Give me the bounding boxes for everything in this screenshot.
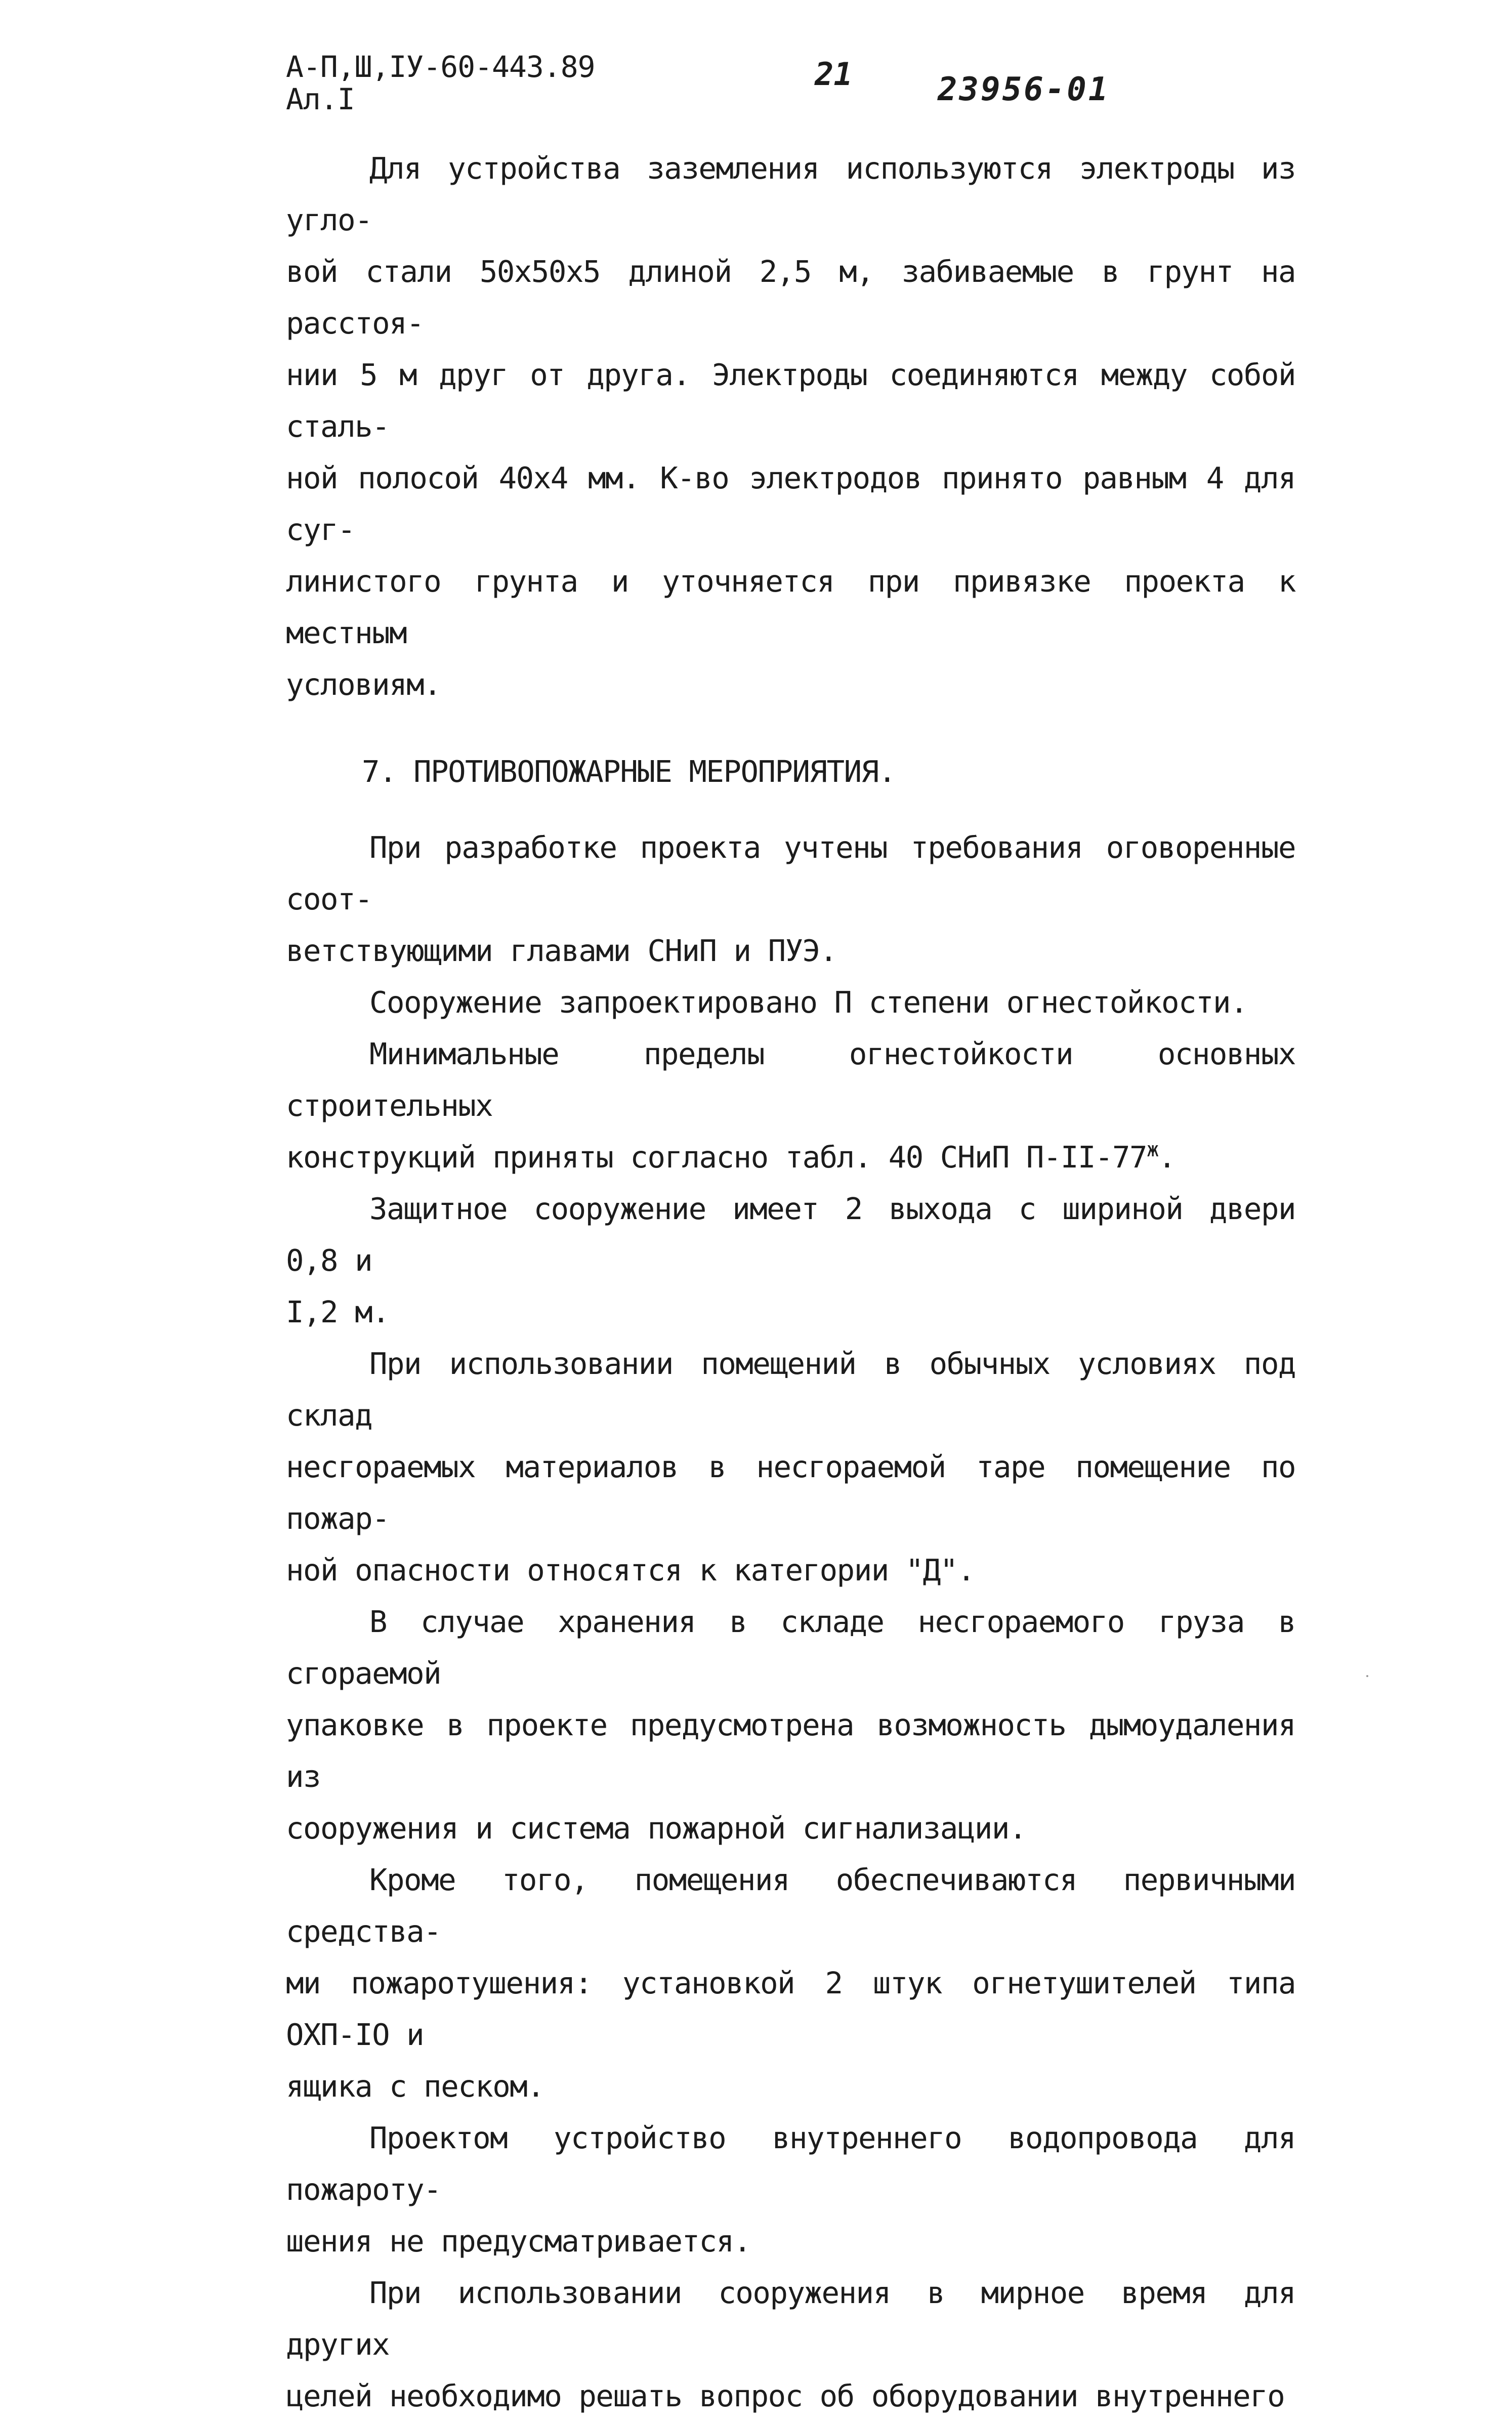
document-code-line1: А-П,Ш,IУ-60-443.89 (286, 50, 595, 84)
fire-resistance-limits-text: Минимальные пределы огнестойкости основных строительных конструкций приняты согласно табл. 40 СНиП П-II-77 (286, 1036, 1295, 1175)
section-heading-fire-safety: 7. ПРОТИВОПОЖАРНЫЕ МЕРОПРИЯТИЯ. (362, 754, 896, 789)
stamp-number: 23956-01 (938, 71, 1110, 108)
footnote-mark: ж (1147, 1138, 1158, 1161)
grounding-paragraph: Для устройства заземления используются электроды из угло- вой стали 50х50х5 длиной 2,5 м, забиваемые в грунт на расстоя- нии 5 м друг от друга. Электроды соединяются между собой сталь- ной полосой 40х4 мм. К-во электродов принято равным 4 для суг- линистого грунта и уточняется при привязке проекта к местным условиям. (286, 151, 1295, 702)
paragraph-exits: Защитное сооружение имеет 2 выхода с шириной двери 0,8 и I,2 м. (286, 1191, 1295, 1329)
paragraph-fire-resistance-limits (286, 1028, 1295, 1183)
paragraph-storage-category: При использовании помещений в обычных условиях под склад несгораемых материалов в несгораемой таре помещение по пожар- ной опасности относятся к категории "Д". (286, 1346, 1295, 1588)
paragraph-water-supply: Проектом устройство внутреннего водопровода для пожароту- шения не предусматривается. (286, 2120, 1295, 2259)
paragraph-requirements: При разработке проекта учтены требования оговоренные соот- ветствующими главами СНиП и ПУЭ. (286, 830, 1295, 968)
paragraph-smoke-removal: В случае хранения в складе несгораемого груза в сгораемой упаковке в проекте предусмотрена возможность дымоудаления из сооружения и система пожарной сигнализации. (286, 1604, 1295, 1846)
paragraph-fire-resistance-degree: Сооружение запроектировано П степени огнестойкости. (369, 985, 1248, 1020)
document-body (286, 143, 1295, 2422)
paragraph-peacetime-use: При использовании сооружения в мирное время для других целей необходимо решать вопрос об оборудовании внутреннего (286, 2275, 1295, 2413)
paragraph-extinguishers: Кроме того, помещения обеспечиваются первичными средства- ми пожаротушения: установкой 2 штук огнетушителей типа ОХП-IО и ящика с песком. (286, 1862, 1295, 2104)
fire-resistance-limits-period: . (1158, 1140, 1175, 1175)
document-code (286, 51, 595, 115)
page-header (286, 51, 1146, 152)
document-code-line2: Ал.I (286, 82, 355, 116)
page-number: 21 (815, 56, 853, 93)
scan-speck (1366, 1675, 1368, 1677)
